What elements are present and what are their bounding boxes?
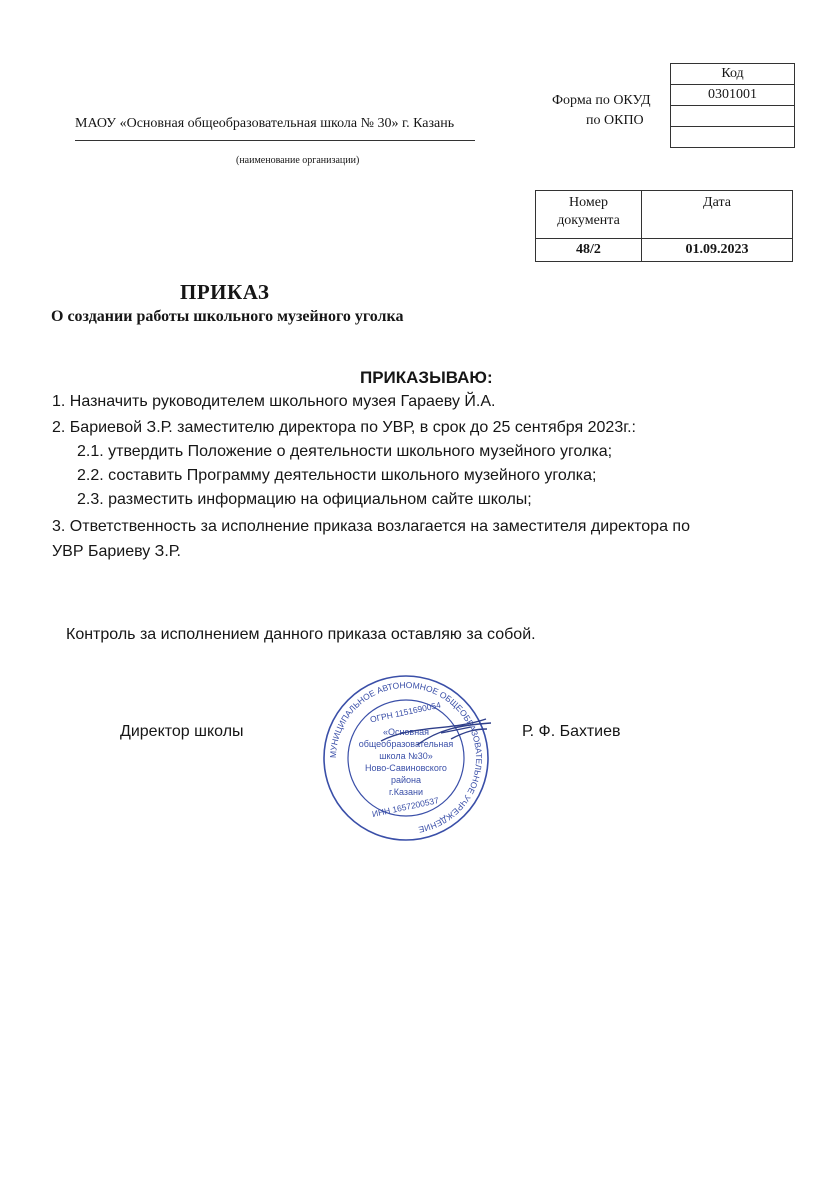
director-position: Директор школы — [120, 723, 244, 740]
document-date: 01.09.2023 — [642, 239, 793, 262]
order-item-1: 1. Назначить руководителем школьного музея Гараеву Й.А. — [52, 393, 496, 410]
stamp-center-line-4: Ново-Савиновского — [365, 763, 447, 773]
official-stamp — [321, 673, 491, 843]
control-statement: Контроль за исполнением данного приказа оставляю за собой. — [66, 626, 536, 643]
document-title: ПРИКАЗ — [180, 280, 270, 304]
order-item-2: 2. Бариевой З.Р. заместителю директора по УВР, в срок до 25 сентября 2023г.: — [52, 419, 636, 436]
stamp-center-line-6: г.Казани — [389, 787, 423, 797]
document-number-table — [535, 190, 793, 262]
organization-name: МАОУ «Основная общеобразовательная школа № 30» г. Казань — [75, 116, 455, 131]
document-number-header: Номер документа — [536, 191, 642, 239]
stamp-center-line-2: общеобразовательная — [358, 739, 454, 749]
stamp-center-line-5: района — [390, 775, 422, 785]
okud-code: 0301001 — [671, 85, 795, 106]
stamp-center-line-1: «Основная — [382, 727, 430, 737]
okud-label: Форма по ОКУД — [552, 93, 651, 108]
organization-underline — [75, 140, 475, 141]
order-item-3-line-2: УВР Бариеву З.Р. — [52, 543, 181, 560]
order-word: ПРИКАЗЫВАЮ: — [360, 368, 493, 387]
organization-caption: (наименование организации) — [236, 155, 360, 166]
stamp-inn: ИНН 1657200537 — [371, 795, 440, 820]
document-subtitle: О создании работы школьного музейного уголка — [51, 308, 404, 325]
stamp-ogrn: ОГРН 1151690054 — [369, 699, 442, 725]
order-item-2-1: 2.1. утвердить Положение о деятельности школьного музейного уголка; — [77, 443, 613, 460]
director-name: Р. Ф. Бахтиев — [522, 723, 621, 740]
okpo-label: по ОКПО — [586, 113, 644, 128]
stamp-center-line-3: школа №30» — [379, 751, 433, 761]
document-number: 48/2 — [536, 239, 642, 262]
order-item-2-2: 2.2. составить Программу деятельности школьного музейного уголка; — [77, 467, 597, 484]
okpo-code — [671, 106, 795, 127]
order-item-2-3: 2.3. разместить информацию на официальном сайте школы; — [77, 491, 532, 508]
code-empty-row — [671, 127, 795, 148]
stamp-ring-text: МУНИЦИПАЛЬНОЕ АВТОНОМНОЕ ОБЩЕОБРАЗОВАТЕЛЬНОЕ УЧРЕЖДЕНИЕ — [327, 679, 485, 835]
document-date-header: Дата — [642, 191, 793, 239]
order-item-3-line-1: 3. Ответственность за исполнение приказа возлагается на заместителя директора по — [52, 518, 690, 535]
codes-table — [670, 63, 795, 148]
code-header: Код — [671, 64, 795, 85]
